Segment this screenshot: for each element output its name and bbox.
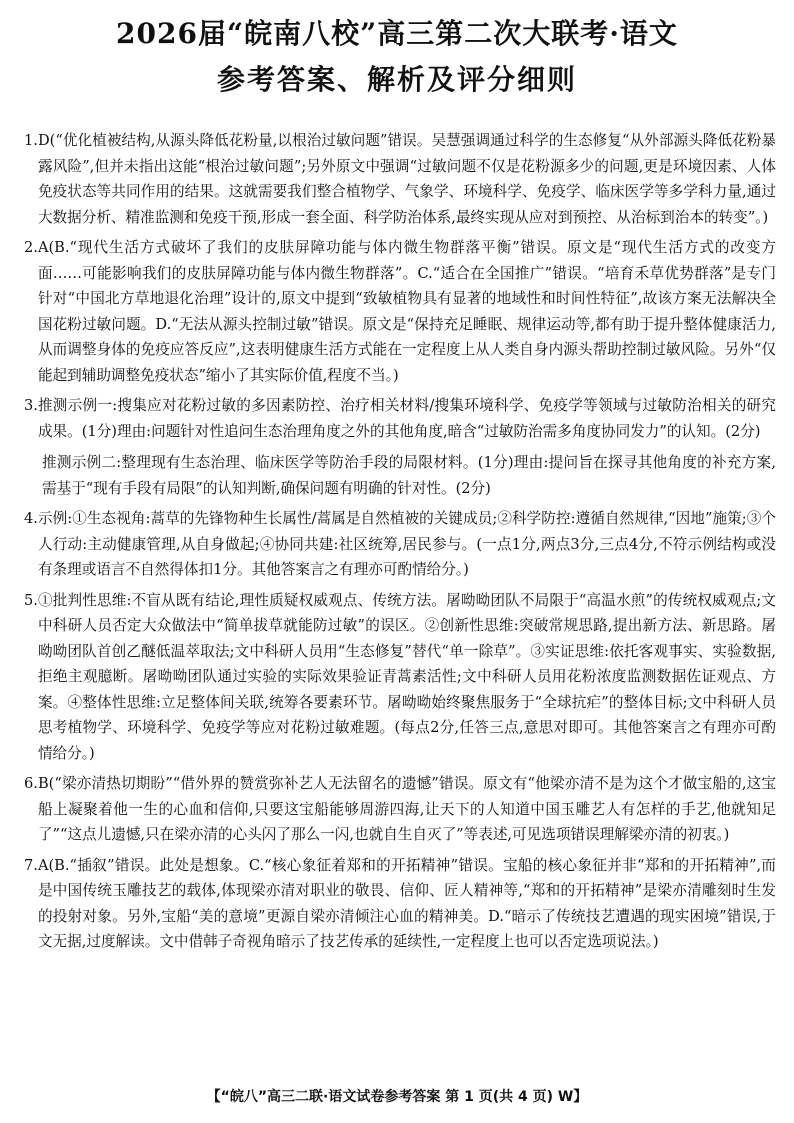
- item-text: B(“梁亦清热切期盼”“借外界的赞赏弥补艺人无法留名的遗憾”错误。原文有“他梁亦清不是为这个才做宝船的,这宝船上凝聚着他一生的心血和信仰,只要这宝船能够周游四海,让天下的人知道中国玉雕艺人有怎样的手艺,他就知足了”“这点儿遗憾,只在梁亦清的心头闪了那么一闪,也就自生自灭了”等表述,可见选项错误理解梁亦清的初衷。): [37, 775, 776, 843]
- item-number: 2.: [24, 239, 38, 256]
- page-footer: 【“皖八”高三二联·语文试卷参考答案 第 1 页(共 4 页) W】: [206, 1089, 588, 1105]
- item-text: D(“优化植被结构,从源头降低花粉量,以根治过敏问题”错误。吴慧强调通过科学的生态修复“从外部源头降低花粉暴露风险”,但并未指出这能“根治过敏问题”;另外原文中强调“过敏问题不仅是花粉源多少的问题,更是环境因素、人体免疫状态等共同作用的结果。这就需要我们整合植物学、气象学、环境科学、免疫学、临床医学等多学科力量,通过大数据分析、精准监测和免疫干预,形成一套全面、科学防治体系,最终实现从应对到预控、从治标到治本的转变”。): [37, 132, 776, 226]
- document-header: [0, 14, 794, 100]
- item-number: 1.: [24, 132, 38, 149]
- exam-title: 2026届“皖南八校”高三第二次大联考·语文: [116, 17, 678, 50]
- answer-item-2: [24, 235, 776, 388]
- item-number: 6.: [24, 775, 38, 792]
- answer-item-6: [24, 771, 776, 848]
- item-number: 4.: [24, 510, 38, 527]
- answer-item-1: [24, 128, 776, 230]
- item-number: 3.: [24, 397, 38, 414]
- answer-item-3: [24, 393, 776, 444]
- answer-item-3-example-2: 推测示例二:整理现有生态治理、临床医学等防治手段的局限材料。(1分)理由:提问旨在探寻其他角度的补充方案,需基于“现有手段有局限”的认知判断,确保问题有明确的针对性。(2分): [42, 454, 776, 497]
- item-text: A(B.“现代生活方式破坏了我们的皮肤屏障功能与体内微生物群落平衡”错误。原文是“现代生活方式的改变方面……可能影响我们的皮肤屏障功能与体内微生物群落”。C.“适合在全国推广”错误。“培育禾草优势群落”是专门针对“中国北方草地退化治理”设计的,原文中提到“致敏植物具有显著的地域性和时间性特征”,故该方案无法解决全国花粉过敏问题。D.“无法从源头控制过敏”错误。原文是“保持充足睡眠、规律运动等,都有助于提升整体健康活力,从而调整身体的免疫应答反应”,这表明健康生活方式能在一定程度上从人类自身内源头帮助控制过敏风险。另外“仅能起到辅助调整免疫状态”缩小了其实际价值,程度不当。): [37, 239, 776, 384]
- document-subtitle: 参考答案、解析及评分细则: [216, 63, 577, 96]
- item-text: 推测示例一:搜集应对花粉过敏的多因素防控、治疗相关材料/搜集环境科学、免疫学等领域与过敏防治相关的研究成果。(1分)理由:问题针对性追问生态治理角度之外的其他角度,暗含“过敏防治需多角度协同发力”的认知。(2分): [37, 397, 776, 440]
- item-number: 5.: [24, 591, 38, 609]
- answer-list: [24, 128, 776, 955]
- answer-item-7: [24, 853, 776, 955]
- answer-item-5: [24, 588, 776, 767]
- item-text: ①批判性思维:不盲从既有结论,理性质疑权威观点、传统方法。屠呦呦团队不局限于“高温水煎”的传统权威观点;文中科研人员否定大众做法中“简单拔草就能防过敏”的误区。②创新性思维:突破常规思路,提出新方法、新思路。屠呦呦团队首创乙醚低温萃取法;文中科研人员用“生态修复”替代“单一除草”。③实证思维:依托客观事实、实验数据,拒绝主观臆断。屠呦呦团队通过实验的实际效果验证青蒿素活性;文中科研人员用花粉浓度监测数据佐证观点、方案。④整体性思维:立足整体间关联,统筹各要素环节。屠呦呦始终聚焦服务于“全球抗疟”的整体目标;文中科研人员思考植物学、环境科学、免疫学等应对花粉过敏难题。(每点2分,任答三点,意思对即可。其他答案言之有理亦可酌情给分。): [37, 591, 776, 762]
- item-number: 7.: [24, 856, 38, 874]
- item-text: A(B.“插叙”错误。此处是想象。C.“核心象征着郑和的开拓精神”错误。宝船的核心象征并非“郑和的开拓精神”,而是中国传统玉雕技艺的载体,体现梁亦清对职业的敬畏、信仰、匠人精神等,“郑和的开拓精神”是梁亦清雕刻时生发的投射对象。另外,宝船“美的意境”更源自梁亦清倾注心血的精神美。D.“暗示了传统技艺遭遇的现实困境”错误,于文无据,过度解读。文中借韩子奇视角暗示了技艺传承的延续性,一定程度上也可以否定选项说法。): [37, 856, 776, 950]
- item-text: 示例:①生态视角:蒿草的先锋物种生长属性/蒿属是自然植被的关键成员;②科学防控:遵循自然规律,“因地”施策;③个人行动:主动健康管理,从自身做起;④协同共建:社区统筹,居民参与。(一点1分,两点3分,三点4分,不符示例结构或没有条理或语言不自然得体扣1分。其他答案言之有理亦可酌情给分。): [37, 510, 776, 578]
- answer-item-4: [24, 506, 776, 583]
